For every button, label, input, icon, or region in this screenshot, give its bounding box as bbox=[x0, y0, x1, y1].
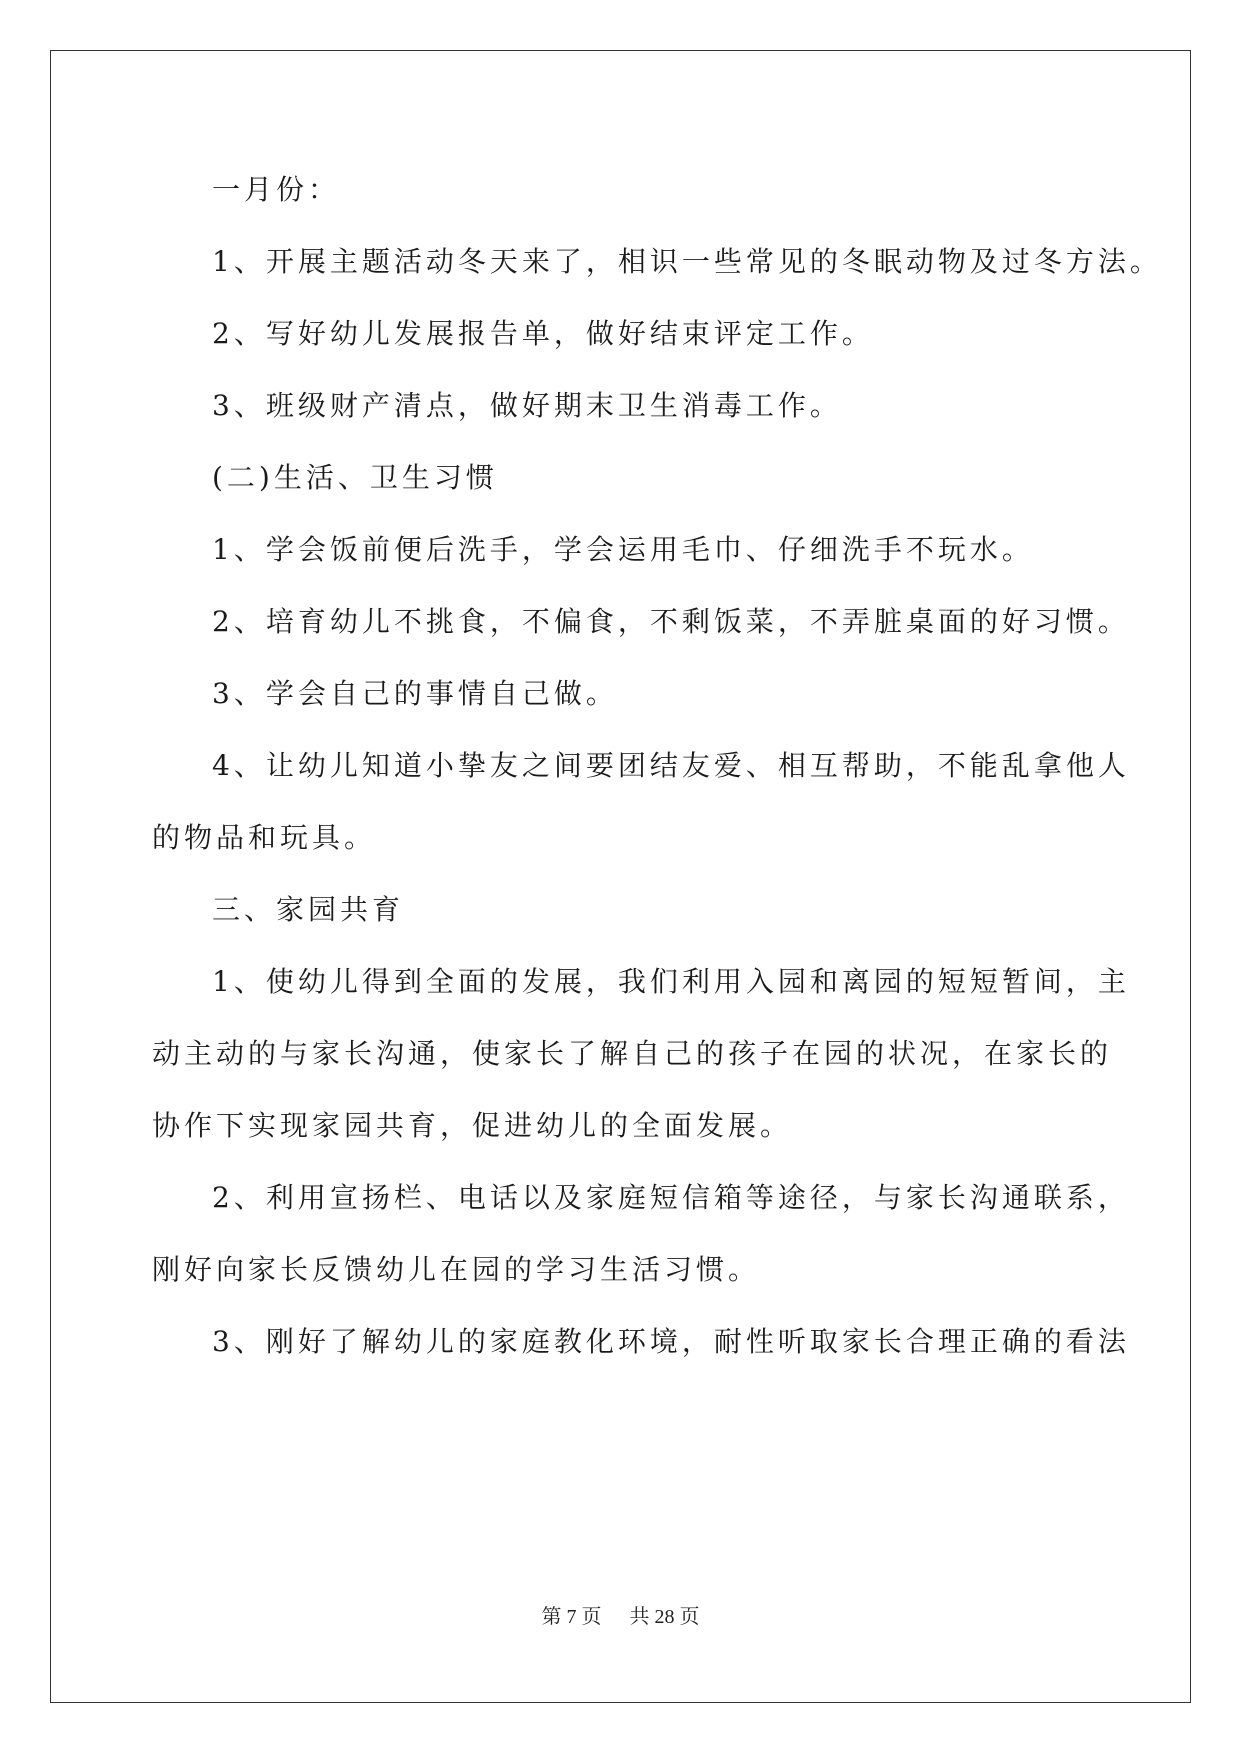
total-pages: 共 28 页 bbox=[629, 1606, 700, 1628]
paragraph-line: 1、开展主题活动冬天来了，相识一些常见的冬眠动物及过冬方法。 bbox=[212, 245, 1162, 278]
current-page-number: 第 7 页 bbox=[541, 1606, 602, 1628]
paragraph-line: 3、刚好了解幼儿的家庭教化环境，耐性听取家长合理正确的看法 bbox=[212, 1325, 1130, 1358]
section-heading-january: 一月份： bbox=[212, 173, 341, 206]
section-heading-habits: (二)生活、卫生习惯 bbox=[212, 461, 498, 494]
paragraph-line: 2、利用宣扬栏、电话以及家庭短信箱等途径，与家长沟通联系， bbox=[212, 1181, 1130, 1214]
page-footer bbox=[0, 1600, 1241, 1629]
section-heading-home-school: 三、家园共育 bbox=[212, 893, 405, 926]
paragraph-line: 1、学会饭前便后洗手，学会运用毛巾、仔细洗手不玩水。 bbox=[212, 533, 1034, 566]
paragraph-line: 的物品和玩具。 bbox=[152, 821, 377, 854]
paragraph-line: 2、培育幼儿不挑食，不偏食，不剩饭菜，不弄脏桌面的好习惯。 bbox=[212, 605, 1130, 638]
paragraph-line: 动主动的与家长沟通，使家长了解自己的孩子在园的状况，在家长的 bbox=[152, 1037, 1113, 1070]
paragraph-line: 4、让幼儿知道小挚友之间要团结友爱、相互帮助，不能乱拿他人 bbox=[212, 749, 1130, 782]
page-border bbox=[50, 50, 1191, 1703]
paragraph-line: 协作下实现家园共育，促进幼儿的全面发展。 bbox=[152, 1109, 793, 1142]
paragraph-line: 2、写好幼儿发展报告单，做好结束评定工作。 bbox=[212, 317, 874, 350]
paragraph-line: 刚好向家长反馈幼儿在园的学习生活习惯。 bbox=[152, 1253, 761, 1286]
paragraph-line: 1、使幼儿得到全面的发展，我们利用入园和离园的短短暂间，主 bbox=[212, 965, 1130, 998]
paragraph-line: 3、班级财产清点，做好期末卫生消毒工作。 bbox=[212, 389, 842, 422]
paragraph-line: 3、学会自己的事情自己做。 bbox=[212, 677, 618, 710]
